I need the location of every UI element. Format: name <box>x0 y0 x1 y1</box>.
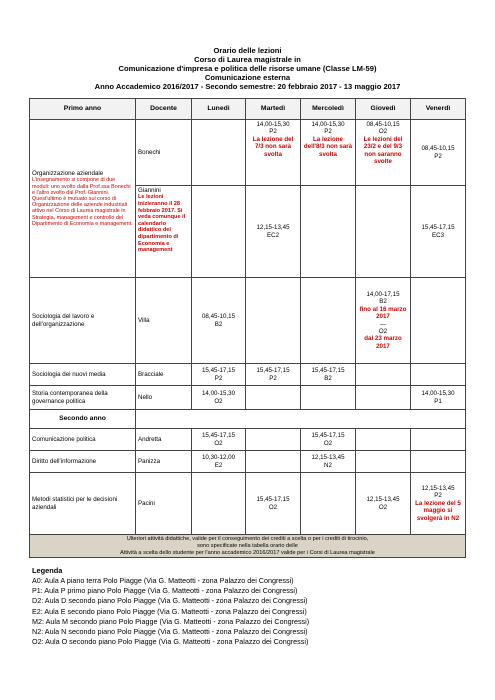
tue-cell <box>246 451 301 473</box>
footnote-row <box>30 535 466 558</box>
semester-line: Anno Accademico 2016/2017 - Secondo semestre: 20 febbraio 2017 - 13 maggio 2017 <box>94 82 401 91</box>
course-cell: Sociologia dei nuovi media <box>30 364 136 386</box>
time-slot: 08,45-10,15 <box>366 121 400 128</box>
time-slot: 10,30-12,00 <box>201 454 236 462</box>
teacher-cell <box>136 186 192 278</box>
fri-cell <box>411 120 466 186</box>
time-slot: 12,15-13,45 <box>311 454 345 462</box>
time-slot: 12,15-13,45 <box>366 496 400 504</box>
course-note: L'insegnamento si compone di due moduli: uno svolto dalla Prof.ssa Bonechi e l'altro svolto dal Prof. Giannini. Quest'ultimo è mutuato sul corso di Organizzazione delle aziende industriali attivo nel Corso di Laurea magistrale in Strategia, management e controllo del Dipartimento di Economia e management. <box>32 177 133 227</box>
section-row <box>30 410 466 429</box>
fri-cell <box>411 364 466 386</box>
thu-cell <box>356 386 411 410</box>
course-cell: Comunicazione politica <box>30 429 136 451</box>
mon-cell <box>192 386 246 410</box>
col-header-wed: Mercoledì <box>301 99 356 120</box>
time-slot: 15,45-17,15 <box>256 367 290 375</box>
teacher-cell: Villa <box>136 278 192 364</box>
time-slot: 12,15-13,45 <box>256 224 290 232</box>
wed-cell <box>301 120 356 186</box>
table-row <box>30 429 466 451</box>
footnote-line: Attività a scelta dello studente per l'anno accademico 2016/2017 valide per i Corsi di Laurea magistrale <box>120 549 375 556</box>
wed-cell <box>301 451 356 473</box>
wed-cell <box>301 186 356 278</box>
room-code: EC2 <box>266 231 280 239</box>
course-cell <box>30 120 136 278</box>
room-code: P1 <box>434 397 442 405</box>
col-header-mon: Lunedì <box>192 99 246 120</box>
wed-cell <box>301 429 356 451</box>
time-slot: 14,00-15,30 <box>256 121 290 128</box>
wed-cell <box>301 364 356 386</box>
wed-cell <box>301 473 356 535</box>
mon-cell <box>192 364 246 386</box>
course-cell: Storia contemporanea della governance politica <box>30 386 136 410</box>
room-code: B2 <box>379 298 387 306</box>
fri-cell <box>411 186 466 278</box>
time-slot: 14,00-15,30 <box>421 390 455 398</box>
room-code: O2 <box>378 128 388 136</box>
room-code: E2 <box>214 461 223 469</box>
legend-item: N2: Aula N secondo piano Polo Piagge (Via G. Matteotti - zona Palazzo dei Congressi) <box>32 627 308 637</box>
room-code: P2 <box>269 128 277 136</box>
tue-cell <box>246 278 301 364</box>
course-cell: Metodi statistici per le decisioni aziendali <box>30 473 136 535</box>
section-label: Secondo anno <box>30 410 136 429</box>
teacher-note: Le lezioni inizieranno il 28 febbraio 2017. Si veda comunque il calendario didattico del dipartimento di Economia e management <box>138 194 186 254</box>
room-code: O2 <box>323 439 333 447</box>
legend <box>32 576 309 647</box>
fri-cell <box>411 451 466 473</box>
legend-item: O2: Aula O secondo piano Polo Piagge (Via G. Matteotti - zona Palazzo dei Congressi) <box>32 637 309 647</box>
degree-line: Corso di Laurea magistrale in <box>194 55 301 64</box>
timetable <box>29 98 466 558</box>
schedule-note: La lezione del 7/3 non sarà svolta <box>252 135 294 158</box>
teacher-cell: Bonechi <box>136 120 192 186</box>
time-slot: 15,45-17,15 <box>201 432 236 440</box>
tue-cell <box>246 429 301 451</box>
thu-cell <box>356 429 411 451</box>
schedule-note: dal 23 marzo 2017 <box>364 335 402 350</box>
separator: — <box>379 320 387 328</box>
schedule-note: fino al 16 marzo 2017 <box>359 305 407 321</box>
schedule-note: La lezione dell'8/3 non sarà svolta <box>303 135 353 158</box>
col-header-tue: Martedì <box>246 99 301 120</box>
legend-item: D2: Aula D secondo piano Polo Piagge (Via G. Matteotti - zona Palazzo dei Congressi) <box>32 596 308 606</box>
room-code: O2 <box>214 397 223 405</box>
teacher-name: Giannini <box>138 187 161 194</box>
tue-cell <box>246 386 301 410</box>
fri-cell <box>411 278 466 364</box>
room-code: EC3 <box>431 231 445 239</box>
title-line: Orario delle lezioni <box>213 46 282 55</box>
thu-cell <box>356 278 411 364</box>
wed-cell <box>301 386 356 410</box>
curriculum-line: Comunicazione esterna <box>204 73 291 82</box>
teacher-cell: Andretta <box>136 429 192 451</box>
table-row <box>30 386 466 410</box>
mon-cell <box>192 451 246 473</box>
schedule-note: La lezione del 5 maggio si svolgerà in N2 <box>415 499 461 522</box>
room-code: O2 <box>378 327 388 335</box>
mon-cell <box>192 186 246 278</box>
legend-title: Legenda <box>32 566 63 575</box>
room-code: O2 <box>378 503 388 511</box>
wed-cell <box>301 278 356 364</box>
table-row <box>30 120 466 186</box>
fri-cell <box>411 386 466 410</box>
room-code: O2 <box>268 503 278 511</box>
teacher-cell: Bracciale <box>136 364 192 386</box>
legend-item: E2: Aula E secondo piano Polo Piagge (Via G. Matteotti - zona Palazzo dei Congressi) <box>32 606 307 616</box>
tue-cell <box>246 473 301 535</box>
tue-cell <box>246 186 301 278</box>
time-slot: 08,45-10,15 <box>201 313 236 321</box>
mon-cell <box>192 473 246 535</box>
table-row <box>30 364 466 386</box>
mon-cell <box>192 278 246 364</box>
course-cell: Sociologia del lavoro e dell'organizzazione <box>30 278 136 364</box>
room-code: P2 <box>434 152 442 160</box>
room-code: N2 <box>324 461 332 469</box>
time-slot: 08,45-10,15 <box>421 145 455 153</box>
program-line: Comunicazione d'impresa e politica delle risorse umane (Classe LM-59) <box>118 64 377 73</box>
time-slot: 14,00-17,15 <box>366 290 400 298</box>
course-name: Organizzazione aziendale <box>32 169 104 177</box>
col-header-teacher: Docente <box>136 99 192 120</box>
time-slot: 15,45-17,15 <box>311 432 345 440</box>
room-code: P2 <box>269 374 277 382</box>
teacher-cell: Nello <box>136 386 192 410</box>
thu-cell <box>356 186 411 278</box>
time-slot: 15,45-17,15 <box>201 367 236 375</box>
time-slot: 15,45-17,15 <box>256 496 290 504</box>
footnote-cell <box>30 535 466 558</box>
col-header-thu: Giovedì <box>356 99 411 120</box>
table-row <box>30 451 466 473</box>
legend-item: P1: Aula P primo piano Polo Piagge (Via G. Matteotti - zona Palazzo dei Congressi) <box>32 586 298 596</box>
thu-cell <box>356 120 411 186</box>
table-row <box>30 473 466 535</box>
tue-cell <box>246 364 301 386</box>
table-row <box>30 278 466 364</box>
schedule-note: Le lezioni del 23/2 e del 9/3 non saranno svolte <box>363 135 403 166</box>
teacher-cell: Pacini <box>136 473 192 535</box>
course-cell: Diritto dell'informazione <box>30 451 136 473</box>
time-slot: 14,00-15,30 <box>311 121 345 128</box>
room-code: O2 <box>214 439 223 447</box>
footnote-line: sono specificate nella tabella orario delle <box>197 542 298 549</box>
fri-cell <box>411 473 466 535</box>
time-slot: 15,45-17,15 <box>311 367 345 375</box>
footnote-line: Ulteriori attività didattiche, valide per il conseguimento dei crediti a scelta o per i crediti di tirocinio, <box>126 536 369 542</box>
room-code: B2 <box>324 374 332 382</box>
time-slot: 12,15-13,45 <box>421 484 455 492</box>
teacher-cell: Panizza <box>136 451 192 473</box>
time-slot: 14,00-15,30 <box>201 390 236 398</box>
legend-item: M2: Aula M secondo piano Polo Piagge (Via G. Matteotti - zona Palazzo dei Congressi) <box>32 616 310 626</box>
time-slot: 15,45-17,15 <box>421 224 455 232</box>
room-code: P2 <box>324 128 332 136</box>
section-spacer <box>136 410 466 429</box>
header-row <box>30 99 466 120</box>
fri-cell <box>411 429 466 451</box>
legend-item: A0: Aula A piano terra Polo Piagge (Via G. Matteotti - zona Palazzo dei Congressi) <box>32 576 294 585</box>
tue-cell <box>246 120 301 186</box>
thu-cell <box>356 473 411 535</box>
room-code: P2 <box>434 492 442 500</box>
col-header-course: Primo anno <box>30 99 136 120</box>
thu-cell <box>356 364 411 386</box>
mon-cell <box>192 120 246 186</box>
mon-cell <box>192 429 246 451</box>
thu-cell <box>356 451 411 473</box>
room-code: P2 <box>214 374 223 382</box>
col-header-fri: Venerdì <box>411 99 466 120</box>
room-code: B2 <box>214 320 223 328</box>
